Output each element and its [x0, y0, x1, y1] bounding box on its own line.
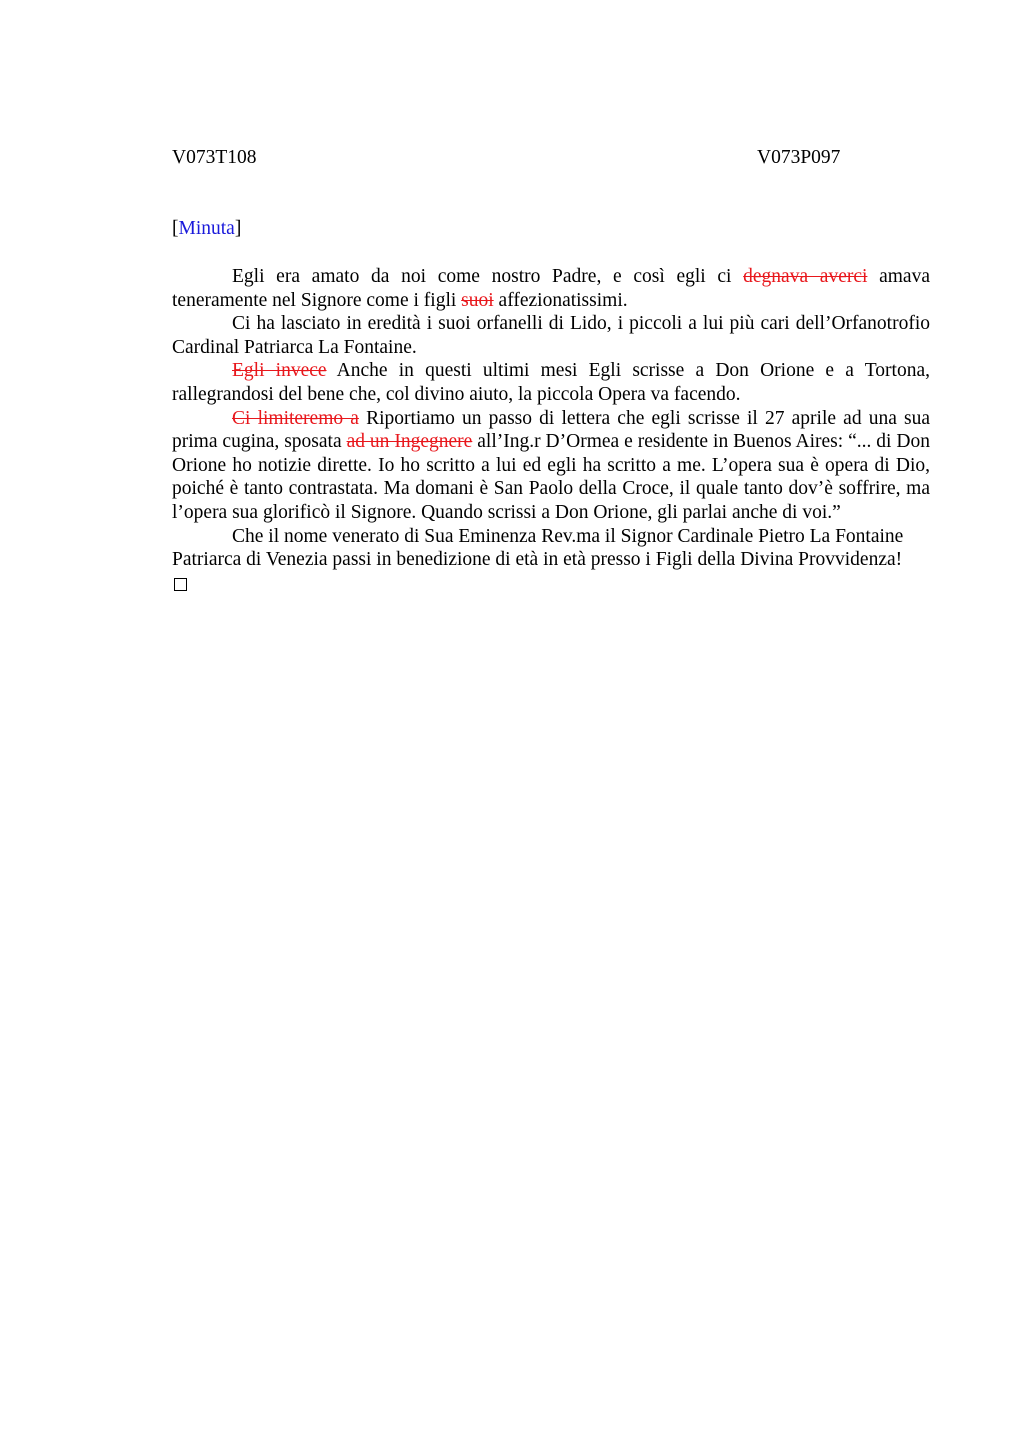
minuta-label: [172, 217, 241, 241]
paragraph-5-text: Che il nome venerato di Sua Eminenza Rev.ma il Signor Cardinale Pietro La Fontaine Patriarca di Venezia passi in benedizione di età in età presso i Figli della Divina Provvidenza!: [172, 525, 904, 571]
minuta-close-bracket: ]: [234, 218, 242, 239]
deleted-text: ad un Ingegnere: [346, 431, 473, 453]
deleted-text: suoi: [461, 289, 494, 311]
deleted-text: degnava averci: [743, 266, 868, 287]
paragraph-1: [172, 265, 930, 312]
paragraph-2: [172, 312, 930, 359]
minuta-word: Minuta: [178, 218, 235, 239]
paragraph-3: [172, 359, 930, 406]
paragraph-4-text-b: all’Ing.r D’Ormea e residente in Buenos Aires: “... di Don Orione ho notizie dirette. Io ho scritto a lui ed egli ha scritto a me. L’opera sua è opera di Dio, poiché è tanto contrastata. Ma domani è San Paolo della Croce, il quale tanto dov’è soffrire, ma l’opera sua glorificò il Signore. Quando scrissi a Don Orione, gli parlai anche di voi.”: [172, 431, 930, 523]
paragraph-4-text-a: Riportiamo un passo di lettera che egli scrisse il 27 aprile ad una sua prima cugina, sposata: [172, 407, 930, 453]
document-code-right: V073P097: [757, 147, 841, 168]
document-code-left: V073T108: [172, 147, 257, 168]
paragraph-1-text-c: affezionatissimi.: [493, 289, 628, 311]
paragraph-4: [172, 407, 930, 525]
minuta-open-bracket: [: [172, 218, 179, 239]
paragraph-1-text-b: amava teneramente nel Signore come i figli: [172, 266, 930, 311]
letter-body: [172, 265, 930, 591]
paragraph-1-text-a: Egli era amato da noi come nostro Padre, e così egli ci: [232, 266, 744, 287]
deleted-text: Ci limiteremo a: [232, 407, 359, 429]
paragraph-2-text: Ci ha lasciato in eredità i suoi orfanelli di Lido, i piccoli a lui più cari dell’Orfanotrofio Cardinal Patriarca La Fontaine.: [172, 313, 930, 358]
deleted-text: Egli invece: [232, 360, 327, 382]
paragraph-5: [172, 525, 930, 572]
square-outline-icon: [174, 578, 187, 591]
paragraph-3-text: Anche in questi ultimi mesi Egli scrisse a Don Orione e a Tortona, rallegrandosi del bene che, col divino aiuto, la piccola Opera va facendo.: [172, 360, 930, 405]
